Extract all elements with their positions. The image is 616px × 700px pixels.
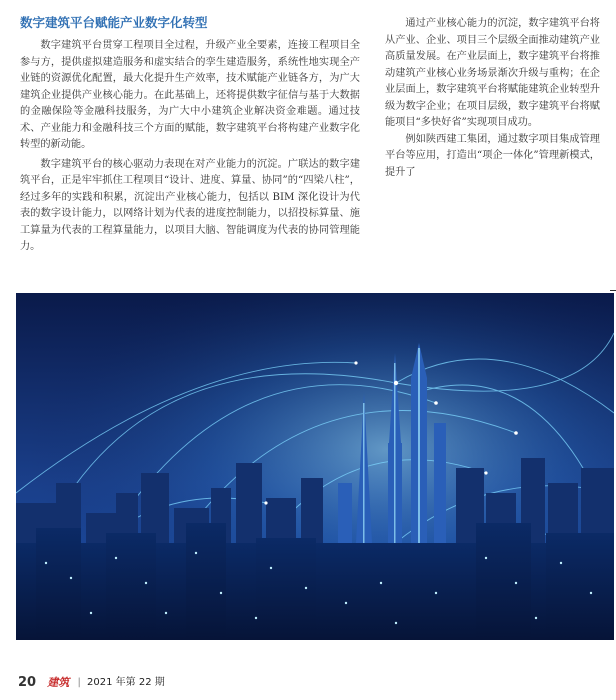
article-paragraph: 通过产业核心能力的沉淀，数字建筑平台将从产业、企业、项目三个层级全面推动建筑产业高质量发展。在产业层面上，数字建筑平台将推动建筑产业核心业务场景渐次升级与重构；在企业层面上，数字建筑平台将赋能建筑企业转型升级为数字企业；在项目层级，数字建筑平台将赋能项目“多快好省”实现项目成功。 bbox=[385, 18, 600, 128]
issue-label: 2021 年第 22 期 bbox=[87, 677, 165, 688]
article-paragraph: 例如陕西建工集团，通过数字项目集成管理平台等应用，打造出“项企一体化”管理新模式，提升了 bbox=[385, 133, 600, 178]
page-footer bbox=[18, 674, 578, 692]
smart-city-illustration bbox=[16, 293, 614, 640]
article-heading: 数字建筑平台赋能产业数字化转型 bbox=[20, 15, 208, 30]
magazine-logo: 建筑 bbox=[47, 676, 70, 689]
article-left-column bbox=[20, 38, 360, 259]
corner-rule bbox=[610, 290, 616, 291]
article-paragraph: 数字建筑平台贯穿工程项目全过程，升级产业全要素，连接工程项目全参与方，提供虚拟建造服务和虚实结合的孪生建造服务，系统性地实现全产业链的资源优化配置，最大化提升生产效率，技术赋能产业链各方，为广大建筑企业提供产业核心能力。在此基础上，还将提供数字征信与基于大数据的金融保险等金融科技服务，为广大中小建筑企业解决资金难题。通过技术、产业能力和金融科技三个方面的赋能，数字建筑平台将构建产业数字化转型的新动能。 bbox=[20, 40, 360, 150]
smart-city-svg bbox=[16, 293, 614, 640]
article-right-column bbox=[385, 16, 600, 181]
page-number: 20 bbox=[18, 675, 37, 690]
footer-separator: | bbox=[77, 677, 81, 688]
article-paragraph: 数字建筑平台的核心驱动力表现在对产业能力的沉淀。广联达的数字建筑平台，正是牢牢抓住工程项目“设计、进度、算量、协同”的“四梁八柱”，经过多年的实践和积累，沉淀出产业核心能力，包括以 BIM 深化设计为代表的数字设计能力，以网络计划为代表的进度控制能力，以招投标算量、施工算量为代表的工程算量能力，以项目大脑、智能调度为代表的协同管理能力。 bbox=[20, 158, 360, 252]
